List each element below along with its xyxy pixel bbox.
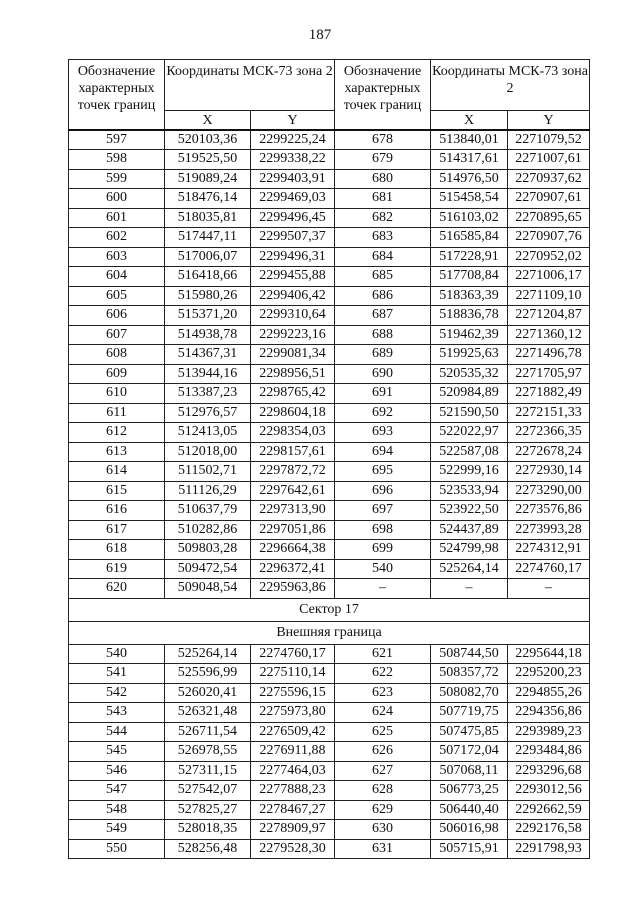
cell-point-id-left: 548 — [69, 800, 165, 820]
cell-point-id-right: 689 — [335, 345, 431, 365]
cell-x-left: 525264,14 — [165, 644, 251, 664]
cell-x-right: 514317,61 — [431, 150, 508, 170]
cell-point-id-right: – — [335, 579, 431, 599]
cell-x-right: 522022,97 — [431, 423, 508, 443]
cell-y-left: 2297051,86 — [251, 520, 335, 540]
cell-point-id-left: 603 — [69, 247, 165, 267]
cell-x-right: 517228,91 — [431, 247, 508, 267]
cell-point-id-right: 681 — [335, 189, 431, 209]
cell-point-id-right: 622 — [335, 664, 431, 684]
cell-x-right: 518836,78 — [431, 306, 508, 326]
cell-y-right: 2271204,87 — [508, 306, 590, 326]
cell-x-right: 522999,16 — [431, 462, 508, 482]
cell-point-id-right: 629 — [335, 800, 431, 820]
cell-point-id-left: 614 — [69, 462, 165, 482]
table-row — [69, 742, 590, 762]
cell-y-right: 2293296,68 — [508, 761, 590, 781]
cell-x-right: 506773,25 — [431, 781, 508, 801]
cell-point-id-left: 608 — [69, 345, 165, 365]
cell-x-right: 523533,94 — [431, 481, 508, 501]
cell-y-right: 2273290,00 — [508, 481, 590, 501]
coordinates-table — [68, 59, 590, 859]
cell-x-right: 507475,85 — [431, 722, 508, 742]
cell-x-left: 516418,66 — [165, 267, 251, 287]
cell-x-right: 506440,40 — [431, 800, 508, 820]
cell-point-id-right: 695 — [335, 462, 431, 482]
cell-x-right: 525264,14 — [431, 559, 508, 579]
cell-y-left: 2298604,18 — [251, 403, 335, 423]
cell-y-left: 2299223,16 — [251, 325, 335, 345]
cell-x-left: 510637,79 — [165, 501, 251, 521]
table-row — [69, 442, 590, 462]
table-row — [69, 703, 590, 723]
cell-point-id-left: 605 — [69, 286, 165, 306]
cell-x-right: 519462,39 — [431, 325, 508, 345]
cell-point-id-left: 612 — [69, 423, 165, 443]
cell-y-left: 2299507,37 — [251, 228, 335, 248]
cell-y-left: 2299496,31 — [251, 247, 335, 267]
cell-x-left: 515371,20 — [165, 306, 251, 326]
cell-point-id-left: 599 — [69, 169, 165, 189]
cell-point-id-left: 613 — [69, 442, 165, 462]
cell-point-id-left: 549 — [69, 820, 165, 840]
cell-point-id-right: 678 — [335, 130, 431, 150]
cell-y-left: 2275973,80 — [251, 703, 335, 723]
cell-point-id-right: 696 — [335, 481, 431, 501]
table-row — [69, 540, 590, 560]
cell-y-left: 2298765,42 — [251, 384, 335, 404]
cell-point-id-left: 601 — [69, 208, 165, 228]
cell-y-left: 2299225,24 — [251, 130, 335, 150]
cell-x-left: 527542,07 — [165, 781, 251, 801]
table-row — [69, 839, 590, 859]
x-header-left: X — [165, 111, 251, 131]
table-row — [69, 481, 590, 501]
cell-point-id-right: 626 — [335, 742, 431, 762]
cell-x-left: 512976,57 — [165, 403, 251, 423]
cell-x-left: 518476,14 — [165, 189, 251, 209]
page-number: 187 — [308, 27, 332, 43]
table-row — [69, 579, 590, 599]
cell-point-id-left: 600 — [69, 189, 165, 209]
cell-x-right: 506016,98 — [431, 820, 508, 840]
cell-x-left: 527311,15 — [165, 761, 251, 781]
cell-point-id-right: 682 — [335, 208, 431, 228]
cell-x-right: 507172,04 — [431, 742, 508, 762]
cell-x-left: 511126,29 — [165, 481, 251, 501]
cell-x-left: 509803,28 — [165, 540, 251, 560]
table-row — [69, 306, 590, 326]
cell-point-id-left: 545 — [69, 742, 165, 762]
cell-y-left: 2297313,90 — [251, 501, 335, 521]
cell-y-right: 2270952,02 — [508, 247, 590, 267]
cell-x-right: 514976,50 — [431, 169, 508, 189]
cell-y-right: 2272366,35 — [508, 423, 590, 443]
cell-y-right: 2271079,52 — [508, 130, 590, 150]
cell-y-right: 2273993,28 — [508, 520, 590, 540]
cell-x-left: 528256,48 — [165, 839, 251, 859]
cell-x-left: 515980,26 — [165, 286, 251, 306]
cell-point-id-right: 630 — [335, 820, 431, 840]
table-row — [69, 423, 590, 443]
table-row — [69, 644, 590, 664]
cell-point-id-left: 541 — [69, 664, 165, 684]
cell-point-id-right: 694 — [335, 442, 431, 462]
table-row — [69, 820, 590, 840]
cell-x-right: 521590,50 — [431, 403, 508, 423]
cell-point-id-right: 687 — [335, 306, 431, 326]
table-row — [69, 800, 590, 820]
table-row — [69, 559, 590, 579]
cell-point-id-left: 544 — [69, 722, 165, 742]
cell-y-right: 2271007,61 — [508, 150, 590, 170]
cell-y-right: 2271109,10 — [508, 286, 590, 306]
cell-point-id-left: 543 — [69, 703, 165, 723]
cell-y-right: 2271882,49 — [508, 384, 590, 404]
table-row — [69, 208, 590, 228]
cell-point-id-right: 621 — [335, 644, 431, 664]
cell-y-right: 2294855,26 — [508, 683, 590, 703]
table-row — [69, 403, 590, 423]
cell-y-left: 2274760,17 — [251, 644, 335, 664]
cell-point-id-left: 597 — [69, 130, 165, 150]
table-header — [69, 60, 590, 131]
cell-x-right: 515458,54 — [431, 189, 508, 209]
cell-y-left: 2275110,14 — [251, 664, 335, 684]
cell-point-id-left: 615 — [69, 481, 165, 501]
table-row — [69, 781, 590, 801]
cell-y-right: 2273576,86 — [508, 501, 590, 521]
table-row — [69, 462, 590, 482]
cell-point-id-right: 680 — [335, 169, 431, 189]
cell-point-id-right: 631 — [335, 839, 431, 859]
cell-x-right: 516103,02 — [431, 208, 508, 228]
cell-point-id-right: 624 — [335, 703, 431, 723]
cell-point-id-right: 628 — [335, 781, 431, 801]
cell-x-right: – — [431, 579, 508, 599]
cell-point-id-right: 625 — [335, 722, 431, 742]
cell-y-right: 2272678,24 — [508, 442, 590, 462]
table-row — [69, 384, 590, 404]
cell-point-id-left: 610 — [69, 384, 165, 404]
cell-x-left: 512018,00 — [165, 442, 251, 462]
cell-x-left: 526020,41 — [165, 683, 251, 703]
cell-point-id-left: 617 — [69, 520, 165, 540]
cell-point-id-right: 692 — [335, 403, 431, 423]
table-row — [69, 501, 590, 521]
table-row — [69, 325, 590, 345]
cell-x-left: 519089,24 — [165, 169, 251, 189]
table-row — [69, 150, 590, 170]
table-row — [69, 722, 590, 742]
cell-y-left: 2297642,61 — [251, 481, 335, 501]
coords-header-left: Координаты МСК-73 зона 2 — [165, 60, 335, 111]
cell-y-left: 2279528,30 — [251, 839, 335, 859]
cell-y-left: 2298956,51 — [251, 364, 335, 384]
point-label-header-right: Обозначение характерных точек границ — [335, 60, 431, 131]
cell-point-id-right: 698 — [335, 520, 431, 540]
cell-y-right: 2294356,86 — [508, 703, 590, 723]
cell-x-left: 514367,31 — [165, 345, 251, 365]
cell-point-id-right: 679 — [335, 150, 431, 170]
table-section-titles — [69, 598, 590, 644]
cell-y-left: 2299406,42 — [251, 286, 335, 306]
table-row — [69, 130, 590, 150]
table-row — [69, 345, 590, 365]
cell-point-id-left: 546 — [69, 761, 165, 781]
cell-y-right: 2270907,76 — [508, 228, 590, 248]
cell-x-right: 516585,84 — [431, 228, 508, 248]
cell-y-right: 2270907,61 — [508, 189, 590, 209]
cell-point-id-left: 604 — [69, 267, 165, 287]
cell-y-right: 2293989,23 — [508, 722, 590, 742]
cell-y-left: 2276911,88 — [251, 742, 335, 762]
cell-x-left: 525596,99 — [165, 664, 251, 684]
table-row — [69, 169, 590, 189]
cell-point-id-right: 690 — [335, 364, 431, 384]
cell-point-id-right: 540 — [335, 559, 431, 579]
cell-x-right: 523922,50 — [431, 501, 508, 521]
cell-point-id-left: 620 — [69, 579, 165, 599]
cell-x-right: 520984,89 — [431, 384, 508, 404]
cell-x-left: 514938,78 — [165, 325, 251, 345]
cell-y-right: 2271496,78 — [508, 345, 590, 365]
cell-x-right: 508082,70 — [431, 683, 508, 703]
cell-point-id-left: 607 — [69, 325, 165, 345]
cell-y-right: 2271360,12 — [508, 325, 590, 345]
table-row — [69, 267, 590, 287]
cell-x-left: 527825,27 — [165, 800, 251, 820]
table-row — [69, 228, 590, 248]
table-row — [69, 683, 590, 703]
cell-point-id-right: 697 — [335, 501, 431, 521]
cell-x-left: 526711,54 — [165, 722, 251, 742]
cell-point-id-left: 540 — [69, 644, 165, 664]
cell-y-left: 2276509,42 — [251, 722, 335, 742]
cell-x-right: 513840,01 — [431, 130, 508, 150]
cell-point-id-left: 602 — [69, 228, 165, 248]
cell-y-left: 2296664,38 — [251, 540, 335, 560]
cell-x-left: 526321,48 — [165, 703, 251, 723]
cell-y-left: 2299081,34 — [251, 345, 335, 365]
cell-point-id-left: 616 — [69, 501, 165, 521]
cell-x-left: 510282,86 — [165, 520, 251, 540]
table-row — [69, 364, 590, 384]
sector-title: Сектор 17 — [69, 598, 590, 621]
cell-point-id-left: 598 — [69, 150, 165, 170]
cell-point-id-left: 611 — [69, 403, 165, 423]
cell-y-right: 2274760,17 — [508, 559, 590, 579]
cell-y-left: 2278467,27 — [251, 800, 335, 820]
cell-y-left: 2299455,88 — [251, 267, 335, 287]
cell-x-left: 517447,11 — [165, 228, 251, 248]
cell-y-left: 2275596,15 — [251, 683, 335, 703]
cell-x-left: 509048,54 — [165, 579, 251, 599]
cell-x-left: 518035,81 — [165, 208, 251, 228]
table-row — [69, 761, 590, 781]
cell-x-right: 522587,08 — [431, 442, 508, 462]
cell-y-left: 2299469,03 — [251, 189, 335, 209]
cell-y-left: 2298354,03 — [251, 423, 335, 443]
cell-y-right: 2270937,62 — [508, 169, 590, 189]
cell-point-id-left: 609 — [69, 364, 165, 384]
cell-y-left: 2299338,22 — [251, 150, 335, 170]
cell-point-id-right: 627 — [335, 761, 431, 781]
cell-x-left: 512413,05 — [165, 423, 251, 443]
table-body-bottom — [69, 644, 590, 859]
cell-x-right: 524437,89 — [431, 520, 508, 540]
cell-y-right: 2295644,18 — [508, 644, 590, 664]
cell-y-left: 2277888,23 — [251, 781, 335, 801]
cell-y-left: 2277464,03 — [251, 761, 335, 781]
cell-x-right: 519925,63 — [431, 345, 508, 365]
point-label-header-left: Обозначение характерных точек границ — [69, 60, 165, 131]
cell-y-left: 2297872,72 — [251, 462, 335, 482]
boundary-title: Внешняя граница — [69, 621, 590, 644]
cell-x-right: 508744,50 — [431, 644, 508, 664]
table-row — [69, 520, 590, 540]
cell-x-right: 524799,98 — [431, 540, 508, 560]
cell-x-left: 513387,23 — [165, 384, 251, 404]
cell-x-left: 519525,50 — [165, 150, 251, 170]
cell-y-right: 2292176,58 — [508, 820, 590, 840]
cell-y-right: 2272151,33 — [508, 403, 590, 423]
cell-x-right: 518363,39 — [431, 286, 508, 306]
cell-point-id-right: 691 — [335, 384, 431, 404]
cell-x-right: 507068,11 — [431, 761, 508, 781]
y-header-left: Y — [251, 111, 335, 131]
cell-point-id-left: 618 — [69, 540, 165, 560]
cell-point-id-right: 685 — [335, 267, 431, 287]
cell-x-left: 517006,07 — [165, 247, 251, 267]
cell-x-right: 507719,75 — [431, 703, 508, 723]
x-header-right: X — [431, 111, 508, 131]
cell-y-right: 2272930,14 — [508, 462, 590, 482]
cell-y-right: 2271006,17 — [508, 267, 590, 287]
table-body-top — [69, 130, 590, 598]
cell-point-id-right: 623 — [335, 683, 431, 703]
cell-y-right: 2291798,93 — [508, 839, 590, 859]
cell-point-id-left: 542 — [69, 683, 165, 703]
cell-point-id-right: 683 — [335, 228, 431, 248]
cell-point-id-right: 684 — [335, 247, 431, 267]
table-row — [69, 286, 590, 306]
coords-header-right: Координаты МСК-73 зона 2 — [431, 60, 590, 111]
cell-point-id-left: 550 — [69, 839, 165, 859]
cell-y-left: 2299310,64 — [251, 306, 335, 326]
cell-x-right: 508357,72 — [431, 664, 508, 684]
cell-x-left: 528018,35 — [165, 820, 251, 840]
cell-x-right: 517708,84 — [431, 267, 508, 287]
cell-y-right: 2270895,65 — [508, 208, 590, 228]
cell-point-id-left: 606 — [69, 306, 165, 326]
cell-point-id-right: 699 — [335, 540, 431, 560]
cell-y-right: 2292662,59 — [508, 800, 590, 820]
cell-point-id-right: 688 — [335, 325, 431, 345]
table-row — [69, 664, 590, 684]
cell-x-left: 513944,16 — [165, 364, 251, 384]
cell-y-right: 2293012,56 — [508, 781, 590, 801]
cell-y-right: – — [508, 579, 590, 599]
cell-y-right: 2271705,97 — [508, 364, 590, 384]
cell-x-left: 526978,55 — [165, 742, 251, 762]
cell-point-id-left: 619 — [69, 559, 165, 579]
cell-point-id-right: 686 — [335, 286, 431, 306]
cell-y-left: 2298157,61 — [251, 442, 335, 462]
cell-y-left: 2278909,97 — [251, 820, 335, 840]
y-header-right: Y — [508, 111, 590, 131]
cell-y-left: 2299496,45 — [251, 208, 335, 228]
cell-y-left: 2299403,91 — [251, 169, 335, 189]
cell-x-right: 520535,32 — [431, 364, 508, 384]
cell-point-id-left: 547 — [69, 781, 165, 801]
cell-x-left: 511502,71 — [165, 462, 251, 482]
cell-y-left: 2296372,41 — [251, 559, 335, 579]
cell-y-right: 2293484,86 — [508, 742, 590, 762]
cell-x-left: 509472,54 — [165, 559, 251, 579]
cell-x-right: 505715,91 — [431, 839, 508, 859]
cell-y-left: 2295963,86 — [251, 579, 335, 599]
table-row — [69, 189, 590, 209]
cell-y-right: 2295200,23 — [508, 664, 590, 684]
cell-y-right: 2274312,91 — [508, 540, 590, 560]
table-row — [69, 247, 590, 267]
cell-x-left: 520103,36 — [165, 130, 251, 150]
cell-point-id-right: 693 — [335, 423, 431, 443]
